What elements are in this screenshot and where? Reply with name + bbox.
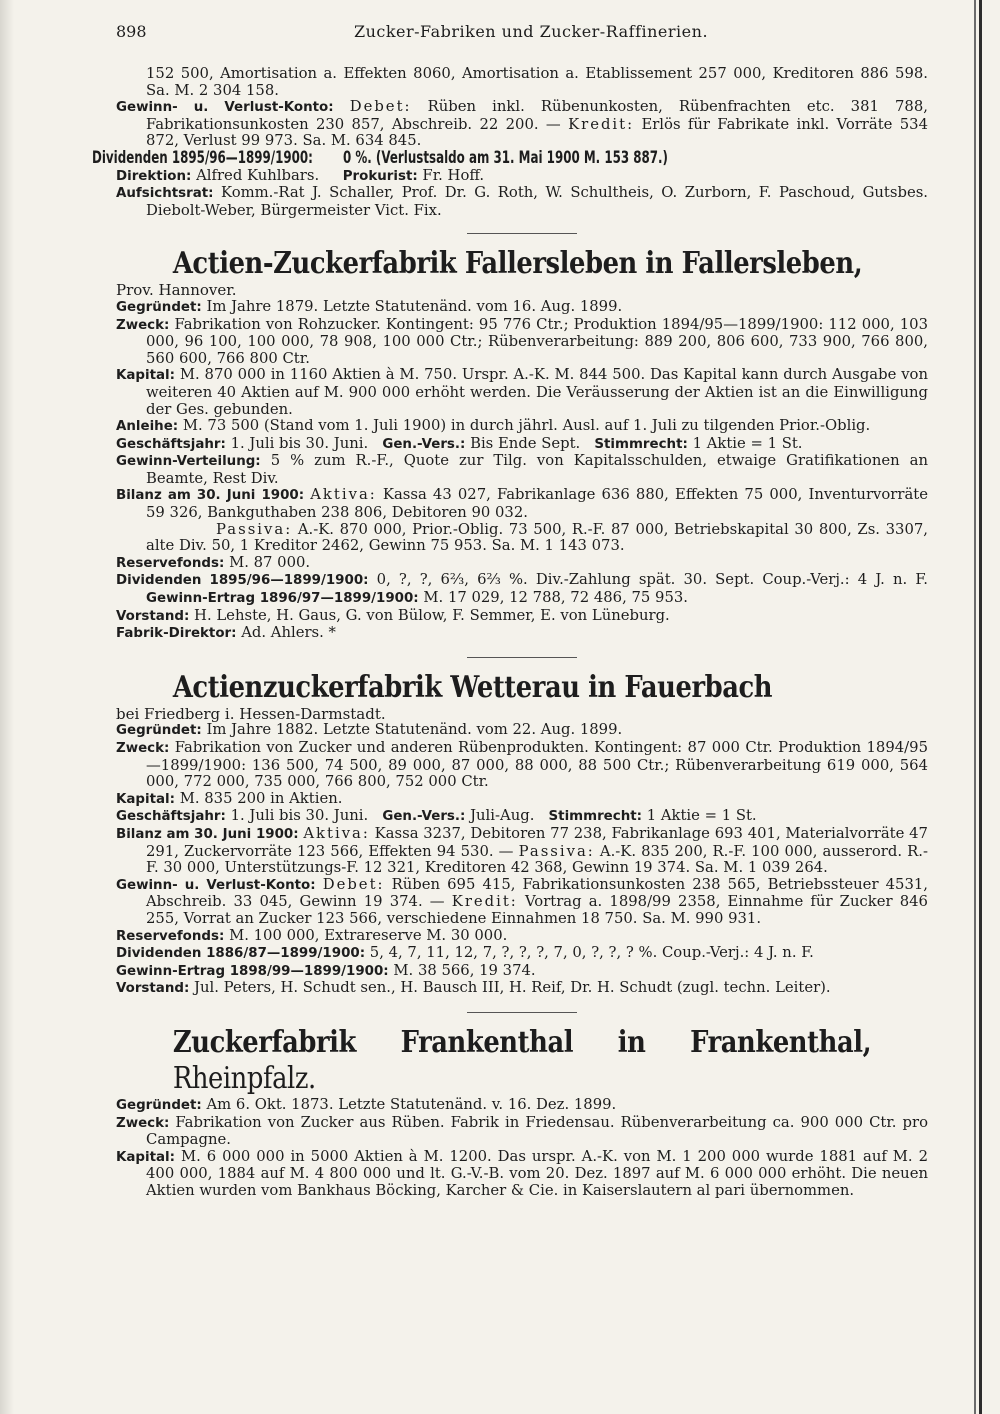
entry-frankenthal — [116, 1025, 928, 1200]
entry-wetterau — [116, 670, 928, 998]
separator — [467, 1012, 577, 1013]
gewinn-verteilung: Gewinn-Verteilung: 5 % zum R.-F., Quote zur Tilg. von Kapitalsschulden, etwaige Gratifikationen an Beamte, Rest Div. — [116, 452, 928, 487]
page-edge-shadow — [0, 0, 14, 1414]
entry-title: Actien-Zuckerfabrik Fallersleben in Fallersleben, — [172, 246, 863, 282]
gegruendet: Gegründet: Am 6. Okt. 1873. Letzte Statutenänd. v. 16. Dez. 1899. — [116, 1095, 617, 1113]
reservefonds: Reservefonds: M. 87 000. — [116, 553, 311, 571]
gegruendet: Gegründet: Im Jahre 1882. Letzte Statutenänd. vom 22. Aug. 1899. — [116, 721, 623, 739]
page-content — [92, 65, 928, 1199]
gewinn-verlust-konto: Gewinn- u. Verlust-Konto: Debet: Rüben inkl. Rübenunkosten, Rübenfrachten etc. 381 788, Fabrikationsunkosten 230 857, Abschreib. 22 200. — Kredit: Erlös für Fabrikate inkl. Vorräte 534 872, Verlust 99 973. Sa. M. 634 845. — [116, 98, 928, 150]
dividenden: Dividenden 1895/96—1899/1900: 0, ?, ?, 6⅔, 6⅔ %. Div.-Zahlung spät. 30. Sept. Coup.-Verj.: 4 J. n. F. Gewinn-Ertrag 1896/97—1899/1900: M. 17 029, 12 788, 72 486, 75 953. — [116, 571, 928, 607]
entry-title: Zuckerfabrik Frankenthal in Frankenthal, Rheinpfalz. — [172, 1024, 872, 1096]
zweck: Zweck: Fabrikation von Rohzucker. Kontingent: 95 776 Ctr.; Produktion 1894/95—1899/1900: 112 000, 103 000, 96 100, 100 000, 78 908, 100 000 Ctr.; Rübenverarbeitung: 889 200, 806 600, 733 900, 766 800, 560 600, 766 800 Ctr. — [116, 315, 928, 367]
dividenden: Dividenden 1895/96—1899/1900: 0 %. (Verlustsaldo am 31. Mai 1900 M. 153 887.) — [92, 147, 668, 167]
kapital: Kapital: M. 835 200 in Aktien. — [116, 789, 343, 807]
gegruendet: Gegründet: Im Jahre 1879. Letzte Statutenänd. vom 16. Aug. 1899. — [116, 297, 623, 315]
entry-title: Actienzuckerfabrik Wetterau in Fauerbach — [172, 669, 773, 705]
fabrik-direktor: Fabrik-Direktor: Ad. Ahlers. * — [116, 624, 336, 642]
separator — [467, 657, 577, 658]
running-title: Zucker-Fabriken und Zucker-Raffinerien. — [353, 22, 709, 41]
entry-fallersleben — [116, 246, 928, 642]
zweck: Zweck: Fabrikation von Zucker aus Rüben. Fabrik in Friedensau. Rübenverarbeitung ca. 900 000 Ctr. pro Campagne. — [116, 1113, 928, 1149]
page-number: 898 — [116, 22, 147, 41]
page-header — [116, 22, 946, 48]
anleihe: Anleihe: M. 73 500 (Stand vom 1. Juli 1900) in durch jährl. Ausl. auf 1. Juli zu tilgenden Prior.-Oblig. — [116, 417, 871, 435]
vorstand: Vorstand: Jul. Peters, H. Schudt sen., H. Bausch III, H. Reif, Dr. H. Schudt (zugl. techn. Leiter). — [116, 979, 831, 997]
aufsichtsrat: Aufsichtsrat: Komm.-Rat J. Schaller, Prof. Dr. G. Roth, W. Schultheis, O. Zurborn, F. Paschoud, Gutsbes. Diebolt-Weber, Bürgermeister Vict. Fix. — [116, 184, 928, 219]
reservefonds: Reservefonds: M. 100 000, Extrareserve M. 30 000. — [116, 926, 508, 944]
entry-previous-continued — [92, 65, 928, 219]
kapital: Kapital: M. 6 000 000 in 5000 Aktien à M. 1200. Das urspr. A.-K. von M. 1 200 000 wurde 1881 auf M. 2 400 000, 1884 auf M. 4 800 000 und lt. G.-V.-B. vom 20. Dez. 1897 auf M. 6 000 000 erhöht. Die neuen Aktien wurden vom Bankhaus Böcking, Karcher & Cie. in Kaiserslautern al pari übernommen. — [116, 1147, 928, 1199]
zweck: Zweck: Fabrikation von Zucker und anderen Rübenprodukten. Kontingent: 87 000 Ctr. Produktion 1894/95—1899/1900: 136 500, 74 500, 89 000, 87 000, 88 000, 88 500 Ctr.; Rübenverarbeitung 619 000, 564 000, 772 000, 735 000, 766 800, 752 000 Ctr. — [116, 739, 928, 791]
bilanz: Bilanz am 30. Juni 1900: Aktiva: Kassa 3237, Debitoren 77 238, Fabrikanlage 693 401, Materialvorräte 47 291, Zuckervorräte 123 566, Effekten 94 530. — Passiva: A.-K. 835 200, R.-F. 100 000, ausserord. R.-F. 30 000, Unterstützungs-F. 12 321, Kreditoren 42 368, Gewinn 19 374. Sa. M. 1 039 264. — [116, 824, 928, 877]
gewinn-verlust-konto: Gewinn- u. Verlust-Konto: Debet: Rüben 695 415, Fabrikationsunkosten 238 565, Betriebssteuer 4531, Abschreib. 33 045, Gewinn 19 374. — Kredit: Vortrag a. 1898/99 2358, Einnahme für Zucker 846 255, Vorrat an Zucker 123 566, verschiedene Einnahmen 18 750. Sa. M. 990 931. — [116, 875, 928, 927]
gewinn-ertrag: Gewinn-Ertrag 1898/99—1899/1900: M. 38 566, 19 374. — [116, 961, 536, 979]
dividenden: Dividenden 1886/87—1899/1900: 5, 4, 7, 11, 12, 7, ?, ?, ?, 7, 0, ?, ?, ? %. Coup.-Verj.: 4 J. n. F. — [116, 944, 814, 962]
direktion: Direktion: Alfred Kuhlbars. Prokurist: Fr. Hoff. — [116, 166, 485, 184]
bilanz-continuation: 152 500, Amortisation a. Effekten 8060, Amortisation a. Etablissement 257 000, Kreditoren 886 598. Sa. M. 2 304 158. — [146, 65, 928, 99]
binding-line-inner — [974, 0, 976, 1414]
bilanz-passiva: Passiva: A.-K. 870 000, Prior.-Oblig. 73 500, R.-F. 87 000, Betriebskapital 30 800, Zs. 3307, alte Div. 50, 1 Kreditor 2462, Gewinn 75 953. Sa. M. 1 143 073. — [146, 520, 928, 555]
vorstand: Vorstand: H. Lehste, H. Gaus, G. von Bülow, F. Semmer, E. von Lüneburg. — [116, 606, 670, 624]
kapital: Kapital: M. 870 000 in 1160 Aktien à M. 750. Urspr. A.-K. M. 844 500. Das Kapital kann durch Ausgabe von weiteren 40 Aktien auf M. 900 000 erhöht werden. Die Veräusserung der Aktien ist an die Einwilligung der Ges. gebunden. — [116, 366, 928, 418]
geschaeftsjahr: Geschäftsjahr: 1. Juli bis 30. Juni. Gen.-Vers.: Bis Ende Sept. Stimmrecht: 1 Aktie = 1 St. — [116, 434, 803, 452]
bilanz: Bilanz am 30. Juni 1900: Aktiva: Kassa 43 027, Fabrikanlage 636 880, Effekten 75 000, Inventurvorräte 59 326, Bankguthaben 238 806, Debitoren 90 032. — [116, 486, 928, 522]
entry-subtitle: bei Friedberg i. Hessen-Darmstadt. — [116, 704, 386, 723]
entry-subtitle: Prov. Hannover. — [116, 281, 237, 300]
binding-line-outer — [979, 0, 982, 1414]
separator — [467, 233, 577, 234]
geschaeftsjahr: Geschäftsjahr: 1. Juli bis 30. Juni. Gen.-Vers.: Juli-Aug. Stimmrecht: 1 Aktie = 1 St. — [116, 807, 757, 825]
